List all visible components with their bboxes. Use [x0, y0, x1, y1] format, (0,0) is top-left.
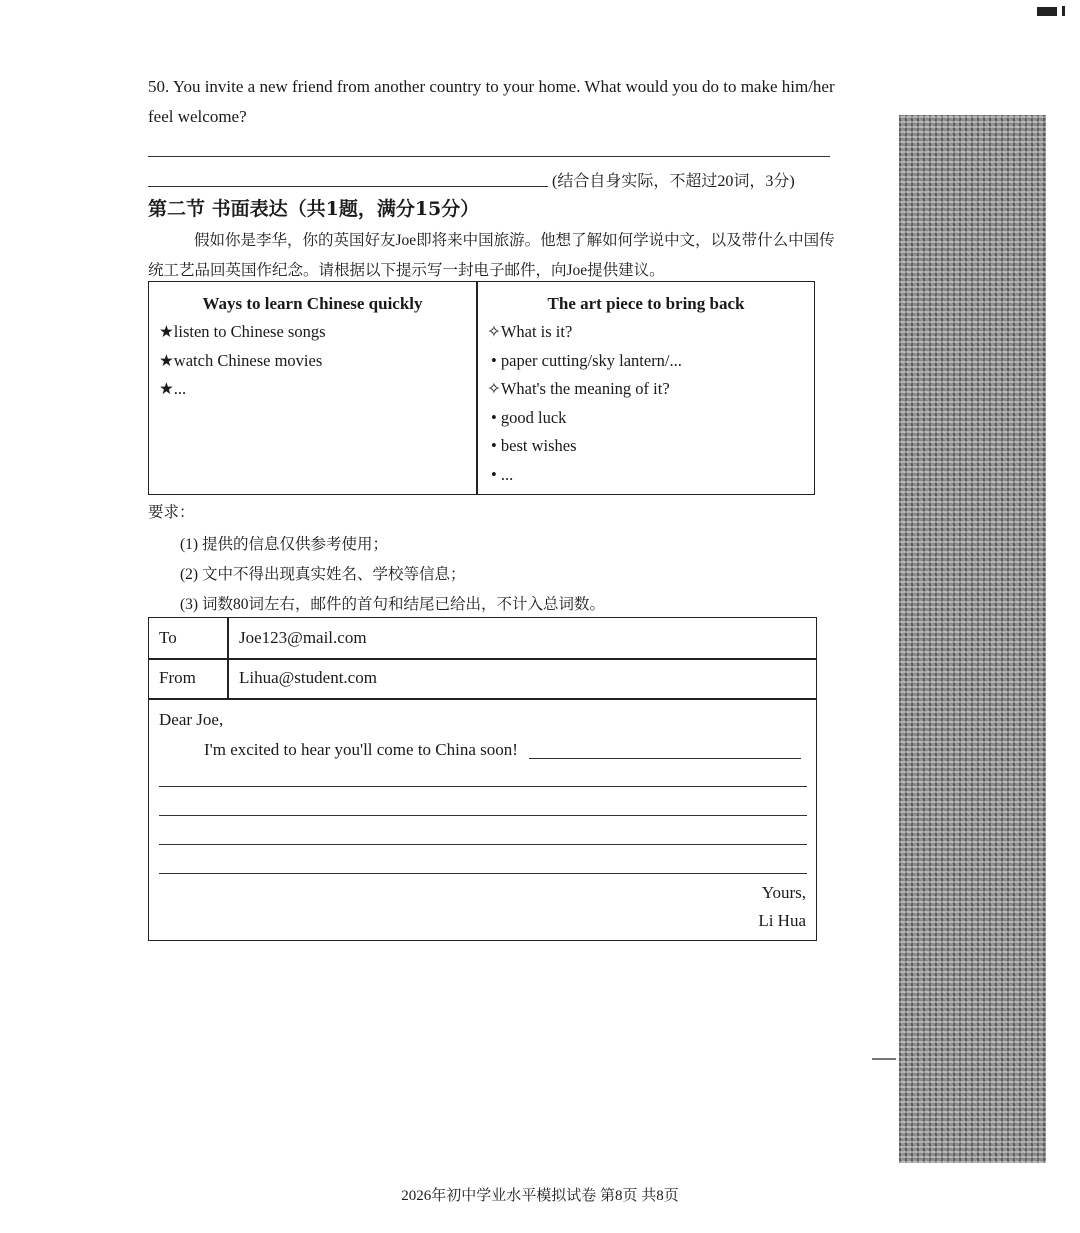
question-50-text: 50. You invite a new friend from another country to your home. What would you do to make him/her feel welcome? [148, 77, 835, 126]
from-label: From [159, 668, 196, 687]
email-opening: I'm excited to hear you'll come to China soon! [204, 740, 518, 759]
row-divider [149, 658, 816, 660]
from-field: Lihua@student.com [239, 668, 377, 687]
list-item: ★watch Chinese movies [159, 350, 323, 370]
requirement-item: (2) 文中不得出现真实姓名、学校等信息； [180, 566, 466, 583]
binding-margin-pattern [899, 115, 1046, 1163]
requirement-item: (1) 提供的信息仅供参考使用； [180, 536, 388, 553]
requirements-heading: 要求： [148, 504, 195, 521]
list-item: • best wishes [491, 436, 577, 455]
scan-mark [1037, 7, 1057, 16]
column-divider [227, 618, 229, 698]
list-item: ✧What's the meaning of it? [487, 379, 670, 398]
answer-line-2[interactable] [148, 186, 548, 187]
list-item: • paper cutting/sky lantern/... [491, 350, 682, 370]
list-item: ★listen to Chinese songs [159, 322, 326, 341]
to-label: To [159, 628, 177, 647]
writing-line[interactable] [159, 844, 807, 845]
list-item: • ... [491, 464, 514, 484]
scan-mark-small [1062, 6, 1065, 16]
hints-table [148, 281, 815, 495]
writing-line[interactable] [159, 815, 807, 816]
right-column-list [487, 318, 682, 489]
right-column-title: The art piece to bring back [547, 294, 745, 313]
list-item: ★... [159, 379, 187, 398]
left-column-title: Ways to learn Chinese quickly [202, 294, 423, 313]
requirement-item: (3) 词数80词左右，邮件的首句和结尾已给出，不计入总词数。 [180, 596, 605, 613]
scan-smudge [872, 1058, 896, 1060]
writing-line[interactable] [159, 786, 807, 787]
row-divider [149, 698, 816, 700]
email-closing: Yours, [761, 883, 806, 902]
question-50-note: (结合自身实际，不超过20词，3分) [552, 173, 795, 190]
page-footer: 2026年初中学业水平模拟试卷 第8页 共8页 [401, 1188, 679, 1204]
list-item: • good luck [491, 407, 567, 427]
section-title: 第二节 书面表达（共1题，满分15分） [148, 198, 480, 220]
email-form [148, 617, 817, 941]
email-greeting: Dear Joe, [159, 710, 224, 729]
writing-line[interactable] [159, 873, 807, 874]
writing-line[interactable] [529, 758, 801, 759]
list-item: ✧What is it? [487, 322, 573, 341]
email-signature: Li Hua [758, 911, 806, 930]
section-intro: 假如你是李华，你的英国好友Joe即将来中国旅游。他想了解如何学说中文，以及带什么中国传统工艺品回英国作纪念。请根据以下提示写一封电子邮件，向Joe提供建议。 [148, 232, 835, 279]
to-field: Joe123@mail.com [239, 628, 367, 647]
answer-line-1[interactable] [148, 156, 830, 157]
left-column-list [159, 318, 326, 404]
